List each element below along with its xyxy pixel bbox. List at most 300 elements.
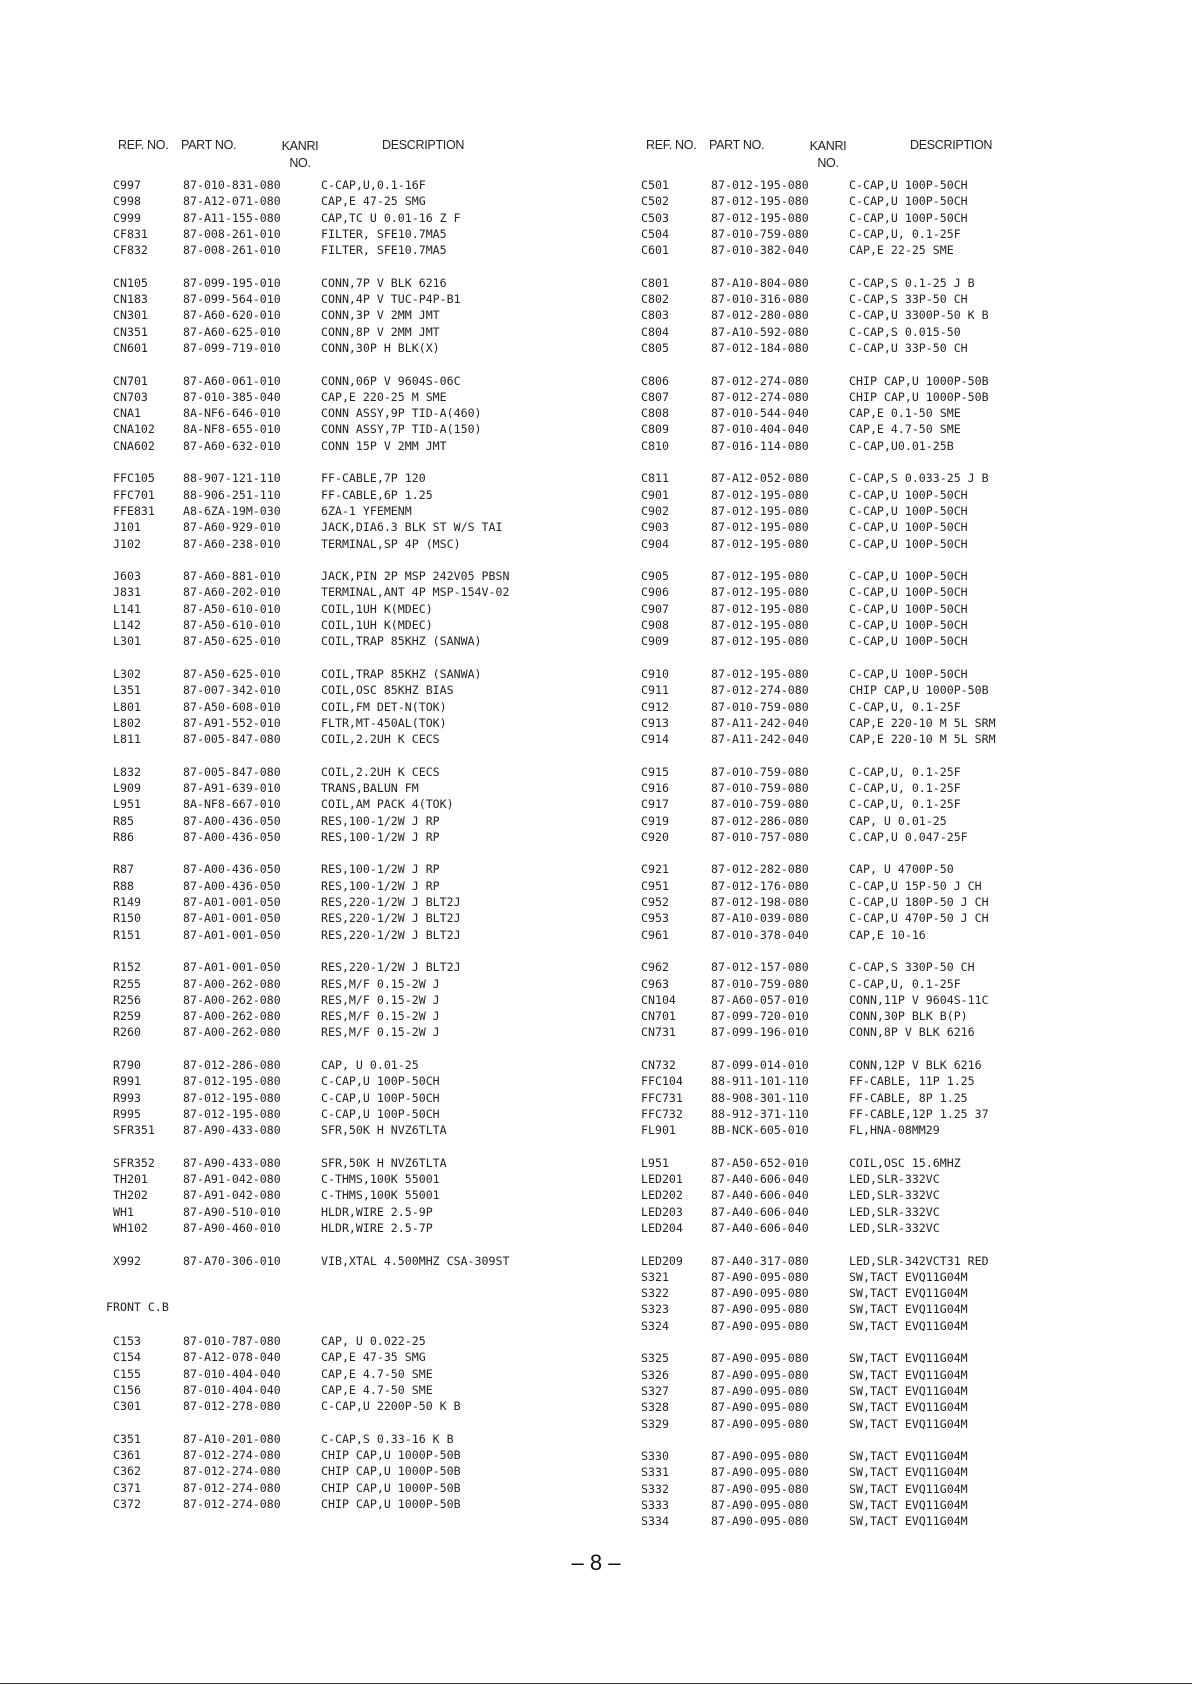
description-cell: RES,220-1/2W J BLT2J <box>321 911 461 926</box>
ref-no-cell: C915 <box>641 764 669 779</box>
description-cell: SW,TACT EVQ11G04M <box>849 1302 968 1317</box>
description-cell: HLDR,WIRE 2.5-7P <box>321 1221 433 1235</box>
ref-no-cell: S333 <box>641 1498 669 1513</box>
ref-no-cell: R88 <box>113 878 134 893</box>
ref-no-cell: TH201 <box>113 1172 148 1187</box>
part-no-cell: 87-A90-095-080 <box>711 1383 809 1398</box>
part-no-cell: 87-012-274-080 <box>711 389 809 404</box>
ref-no-cell: WH102 <box>113 1221 148 1235</box>
description-cell: FF-CABLE, 8P 1.25 <box>849 1090 968 1105</box>
ref-no-cell: C501 <box>641 178 669 192</box>
description-cell: RES,220-1/2W J BLT2J <box>321 927 461 942</box>
ref-no-cell: L951 <box>113 797 141 812</box>
ref-no-cell: S321 <box>641 1269 669 1284</box>
part-no-cell: 87-A60-061-010 <box>183 373 281 388</box>
ref-no-cell: LED209 <box>641 1253 683 1268</box>
ref-no-cell: FL901 <box>641 1123 676 1138</box>
description-cell: CAP,E 220-25 M SME <box>321 389 447 404</box>
ref-no-cell: S334 <box>641 1514 669 1529</box>
ref-no-cell: L832 <box>113 764 141 779</box>
part-no-cell: 8B-NCK-605-010 <box>711 1123 809 1138</box>
ref-no-cell: SFR351 <box>113 1123 155 1138</box>
description-cell: CONN,7P V BLK 6216 <box>321 275 447 290</box>
description-cell: C-CAP,U, 0.1-25F <box>849 780 961 795</box>
part-no-cell: 87-010-759-080 <box>711 780 809 795</box>
description-cell: CAP,E 22-25 SME <box>849 243 954 258</box>
part-no-cell: 87-012-195-080 <box>711 618 809 633</box>
part-no-cell: 87-012-195-080 <box>711 520 809 535</box>
part-no-cell: 87-012-195-080 <box>711 487 809 502</box>
description-cell: C.CAP,U 0.047-25F <box>849 829 968 844</box>
part-no-cell: 87-012-176-080 <box>711 878 809 893</box>
ref-no-cell: C504 <box>641 226 669 241</box>
description-cell: CONN ASSY,7P TID-A(150) <box>321 422 482 437</box>
ref-no-cell: FFC105 <box>113 471 155 486</box>
part-no-cell: 87-A90-460-010 <box>183 1221 281 1235</box>
part-no-cell: 87-A90-095-080 <box>711 1400 809 1415</box>
part-no-cell: 87-A10-201-080 <box>183 1431 281 1446</box>
ref-no-cell: CNA1 <box>113 406 141 421</box>
part-no-cell: 87-A11-242-040 <box>711 732 809 747</box>
part-no-cell: 87-012-195-080 <box>711 666 809 681</box>
description-cell: COIL,2.2UH K CECS <box>321 764 440 779</box>
description-cell: C-CAP,U 100P-50CH <box>849 601 968 616</box>
part-no-cell: 87-A12-052-080 <box>711 471 809 486</box>
part-no-cell: 87-A01-001-050 <box>183 895 281 910</box>
description-cell: C-CAP,S 0.015-50 <box>849 324 961 339</box>
description-cell: LED,SLR-332VC <box>849 1204 940 1219</box>
part-no-cell: 87-010-404-040 <box>183 1382 281 1397</box>
description-cell: CAP,TC U 0.01-16 Z F <box>321 210 461 225</box>
part-no-cell: 87-005-847-080 <box>183 764 281 779</box>
description-cell: FILTER, SFE10.7MA5 <box>321 226 447 241</box>
part-no-cell: 87-A90-095-080 <box>711 1449 809 1464</box>
description-cell: C-CAP,U 100P-50CH <box>849 666 968 681</box>
ref-no-cell: C809 <box>641 422 669 437</box>
ref-no-cell: R991 <box>113 1074 141 1089</box>
ref-no-cell: S323 <box>641 1302 669 1317</box>
part-no-cell: 87-012-195-080 <box>711 536 809 551</box>
ref-no-cell: CN732 <box>641 1058 676 1073</box>
part-no-cell: 87-A00-262-080 <box>183 976 281 991</box>
ref-no-cell: C921 <box>641 862 669 877</box>
description-cell: RES,220-1/2W J BLT2J <box>321 895 461 910</box>
description-cell: CAP,E 47-35 SMG <box>321 1350 426 1365</box>
page-bottom-rule <box>0 1683 1192 1684</box>
description-cell: CHIP CAP,U 1000P-50B <box>321 1448 461 1463</box>
ref-no-cell: C301 <box>113 1399 141 1414</box>
description-cell: SW,TACT EVQ11G04M <box>849 1514 968 1529</box>
ref-no-cell: CN105 <box>113 275 148 290</box>
description-cell: COIL,OSC 15.6MHZ <box>849 1155 961 1170</box>
ref-no-cell: S329 <box>641 1416 669 1431</box>
description-cell: RES,100-1/2W J RP <box>321 829 440 844</box>
description-cell: C-CAP,U 100P-50CH <box>849 585 968 600</box>
header-kanri: KANRI <box>809 139 847 153</box>
part-no-cell: 87-A60-057-010 <box>711 992 809 1007</box>
description-cell: C-CAP,U 100P-50CH <box>321 1074 440 1089</box>
description-cell: RES,M/F 0.15-2W J <box>321 992 440 1007</box>
ref-no-cell: C153 <box>113 1334 141 1348</box>
part-no-cell: 87-A60-238-010 <box>183 536 281 551</box>
left-header <box>118 138 478 174</box>
description-cell: C-CAP,U, 0.1-25F <box>849 797 961 812</box>
part-no-cell: 87-010-404-040 <box>711 422 809 437</box>
page-number: – 8 – <box>571 1550 621 1575</box>
part-no-cell: 87-010-316-080 <box>711 292 809 307</box>
description-cell: C-CAP,S 330P-50 CH <box>849 960 975 975</box>
ref-no-cell: CN601 <box>113 340 148 355</box>
description-cell: CONN 15P V 2MM JMT <box>321 438 447 453</box>
ref-no-cell: SFR352 <box>113 1155 155 1170</box>
part-no-cell: 87-A50-652-010 <box>711 1155 809 1170</box>
part-no-cell: 87-A50-610-010 <box>183 601 281 616</box>
description-cell: SW,TACT EVQ11G04M <box>849 1449 968 1464</box>
ref-no-cell: L301 <box>113 634 141 649</box>
section-title-front-cb: FRONT C.B <box>106 1300 169 1314</box>
ref-no-cell: C906 <box>641 585 669 600</box>
ref-no-cell: C503 <box>641 210 669 225</box>
part-no-cell: 87-010-759-080 <box>711 764 809 779</box>
part-no-cell: 87-A60-202-010 <box>183 585 281 600</box>
part-no-cell: 87-A91-042-080 <box>183 1188 281 1203</box>
ref-no-cell: C361 <box>113 1448 141 1463</box>
description-cell: C-CAP,U, 0.1-25F <box>849 764 961 779</box>
description-cell: C-CAP,U0.01-25B <box>849 438 954 453</box>
description-cell: C-CAP,S 0.033-25 J B <box>849 471 989 486</box>
ref-no-cell: C810 <box>641 438 669 453</box>
ref-no-cell: S332 <box>641 1481 669 1496</box>
part-no-cell: 87-012-274-080 <box>183 1464 281 1479</box>
part-no-cell: 87-012-195-080 <box>183 1106 281 1121</box>
ref-no-cell: C911 <box>641 683 669 698</box>
ref-no-cell: LED203 <box>641 1204 683 1219</box>
ref-no-cell: LED204 <box>641 1221 683 1235</box>
part-no-cell: 87-099-719-010 <box>183 340 281 355</box>
right-header <box>646 138 1006 174</box>
description-cell: FILTER, SFE10.7MA5 <box>321 243 447 258</box>
ref-no-cell: S324 <box>641 1318 669 1333</box>
ref-no-cell: C909 <box>641 634 669 649</box>
description-cell: CONN,11P V 9604S-11C <box>849 992 989 1007</box>
description-cell: C-CAP,U, 0.1-25F <box>849 976 961 991</box>
part-no-cell: 87-A90-095-080 <box>711 1367 809 1382</box>
part-no-cell: 87-A90-095-080 <box>711 1498 809 1513</box>
part-no-cell: 87-A90-095-080 <box>711 1269 809 1284</box>
header-kanri: KANRI <box>281 139 319 153</box>
part-no-cell: 87-A11-242-040 <box>711 715 809 730</box>
ref-no-cell: C155 <box>113 1366 141 1381</box>
part-no-cell: 87-010-759-080 <box>711 699 809 714</box>
part-no-cell: 87-007-342-010 <box>183 683 281 698</box>
part-no-cell: 87-A10-039-080 <box>711 911 809 926</box>
description-cell: C-CAP,U 470P-50 J CH <box>849 911 989 926</box>
part-no-cell: 87-010-759-080 <box>711 976 809 991</box>
ref-no-cell: C907 <box>641 601 669 616</box>
part-no-cell: 87-012-195-080 <box>711 178 809 192</box>
part-no-cell: 87-A50-610-010 <box>183 618 281 633</box>
ref-no-cell: C908 <box>641 618 669 633</box>
part-no-cell: 87-A01-001-050 <box>183 960 281 975</box>
ref-no-cell: C914 <box>641 732 669 747</box>
ref-no-cell: S322 <box>641 1286 669 1301</box>
description-cell: C-CAP,U, 0.1-25F <box>849 226 961 241</box>
description-cell: C-CAP,U 100P-50CH <box>321 1106 440 1121</box>
header-kanri-no: NO. <box>289 156 311 170</box>
ref-no-cell: CN183 <box>113 292 148 307</box>
part-no-cell: 8A-NF8-667-010 <box>183 797 281 812</box>
description-cell: FF-CABLE,12P 1.25 37 <box>849 1106 989 1121</box>
description-cell: CONN,8P V 2MM JMT <box>321 324 440 339</box>
description-cell: C-CAP,U 3300P-50 K B <box>849 308 989 323</box>
description-cell: CHIP CAP,U 1000P-50B <box>321 1464 461 1479</box>
ref-no-cell: R259 <box>113 1009 141 1024</box>
part-no-cell: 87-010-404-040 <box>183 1366 281 1381</box>
description-cell: C-CAP,S 0.1-25 J B <box>849 275 975 290</box>
part-no-cell: 8A-NF6-646-010 <box>183 406 281 421</box>
ref-no-cell: C913 <box>641 715 669 730</box>
part-no-cell: 87-A00-436-050 <box>183 829 281 844</box>
description-cell: COIL,TRAP 85KHZ (SANWA) <box>321 634 482 649</box>
part-no-cell: 87-005-847-080 <box>183 732 281 747</box>
ref-no-cell: L351 <box>113 683 141 698</box>
part-no-cell: 87-A00-262-080 <box>183 992 281 1007</box>
description-cell: LED,SLR-332VC <box>849 1221 940 1235</box>
part-no-cell: 87-A90-095-080 <box>711 1416 809 1431</box>
description-cell: CONN ASSY,9P TID-A(460) <box>321 406 482 421</box>
part-no-cell: 87-012-195-080 <box>711 194 809 209</box>
ref-no-cell: C811 <box>641 471 669 486</box>
description-cell: CONN,06P V 9604S-06C <box>321 373 461 388</box>
ref-no-cell: R260 <box>113 1025 141 1040</box>
description-cell: C-CAP,S 0.33-16 K B <box>321 1431 454 1446</box>
part-no-cell: 87-A40-606-040 <box>711 1188 809 1203</box>
part-no-cell: 87-A12-071-080 <box>183 194 281 209</box>
description-cell: C-CAP,U 15P-50 J CH <box>849 878 982 893</box>
description-cell: RES,100-1/2W J RP <box>321 878 440 893</box>
description-cell: C-CAP,U,0.1-16F <box>321 178 426 192</box>
part-no-cell: 87-A90-095-080 <box>711 1302 809 1317</box>
description-cell: COIL,1UH K(MDEC) <box>321 601 433 616</box>
ref-no-cell: C154 <box>113 1350 141 1365</box>
part-no-cell: 87-010-382-040 <box>711 243 809 258</box>
description-cell: RES,220-1/2W J BLT2J <box>321 960 461 975</box>
ref-no-cell: CF831 <box>113 226 148 241</box>
ref-no-cell: C804 <box>641 324 669 339</box>
ref-no-cell: CN701 <box>113 373 148 388</box>
description-cell: SFR,50K H NVZ6TLTA <box>321 1155 447 1170</box>
description-cell: VIB,XTAL 4.500MHZ CSA-309ST <box>321 1253 510 1268</box>
description-cell: CONN,8P V BLK 6216 <box>849 1025 975 1040</box>
ref-no-cell: FFC732 <box>641 1106 683 1121</box>
ref-no-cell: L909 <box>113 780 141 795</box>
description-cell: 6ZA-1 YFEMENM <box>321 503 412 518</box>
part-no-cell: 87-A50-608-010 <box>183 699 281 714</box>
part-no-cell: 87-A01-001-050 <box>183 911 281 926</box>
ref-no-cell: C372 <box>113 1496 141 1511</box>
ref-no-cell: X992 <box>113 1253 141 1268</box>
part-no-cell: 87-A60-929-010 <box>183 520 281 535</box>
ref-no-cell: S328 <box>641 1400 669 1415</box>
part-no-cell: 87-A00-262-080 <box>183 1025 281 1040</box>
ref-no-cell: FFC701 <box>113 487 155 502</box>
part-no-cell: 87-012-286-080 <box>183 1058 281 1073</box>
description-cell: CHIP CAP,U 1000P-50B <box>849 389 989 404</box>
description-cell: CHIP CAP,U 1000P-50B <box>321 1496 461 1511</box>
part-no-cell: 87-A40-606-040 <box>711 1221 809 1235</box>
ref-no-cell: C601 <box>641 243 669 258</box>
ref-no-cell: C371 <box>113 1480 141 1495</box>
part-no-cell: 87-A91-552-010 <box>183 715 281 730</box>
description-cell: C-CAP,U 100P-50CH <box>321 1090 440 1105</box>
ref-no-cell: C502 <box>641 194 669 209</box>
description-cell: TERMINAL,SP 4P (MSC) <box>321 536 461 551</box>
ref-no-cell: R790 <box>113 1058 141 1073</box>
ref-no-cell: C999 <box>113 210 141 225</box>
part-no-cell: 87-A90-095-080 <box>711 1286 809 1301</box>
ref-no-cell: L302 <box>113 666 141 681</box>
ref-no-cell: R255 <box>113 976 141 991</box>
description-cell: SW,TACT EVQ11G04M <box>849 1465 968 1480</box>
description-cell: CAP,E 47-25 SMG <box>321 194 426 209</box>
part-no-cell: 87-A40-606-040 <box>711 1172 809 1187</box>
ref-no-cell: R993 <box>113 1090 141 1105</box>
part-no-cell: 87-010-759-080 <box>711 797 809 812</box>
ref-no-cell: CNA602 <box>113 438 155 453</box>
part-no-cell: 87-099-195-010 <box>183 275 281 290</box>
description-cell: HLDR,WIRE 2.5-9P <box>321 1204 433 1219</box>
ref-no-cell: C912 <box>641 699 669 714</box>
part-no-cell: 87-012-286-080 <box>711 813 809 828</box>
ref-no-cell: C916 <box>641 780 669 795</box>
description-cell: RES,M/F 0.15-2W J <box>321 1025 440 1040</box>
ref-no-cell: R87 <box>113 862 134 877</box>
ref-no-cell: C998 <box>113 194 141 209</box>
description-cell: CAP, U 0.022-25 <box>321 1334 426 1348</box>
ref-no-cell: R152 <box>113 960 141 975</box>
part-no-cell: 87-012-274-080 <box>183 1496 281 1511</box>
ref-no-cell: L141 <box>113 601 141 616</box>
part-no-cell: 87-A50-625-010 <box>183 634 281 649</box>
ref-no-cell: C910 <box>641 666 669 681</box>
description-cell: SW,TACT EVQ11G04M <box>849 1367 968 1382</box>
ref-no-cell: S331 <box>641 1465 669 1480</box>
ref-no-cell: WH1 <box>113 1204 134 1219</box>
description-cell: C-THMS,100K 55001 <box>321 1172 440 1187</box>
ref-no-cell: TH202 <box>113 1188 148 1203</box>
description-cell: C-CAP,U 100P-50CH <box>849 536 968 551</box>
description-cell: FLTR,MT-450AL(TOK) <box>321 715 447 730</box>
description-cell: CHIP CAP,U 1000P-50B <box>321 1480 461 1495</box>
description-cell: C-CAP,U 100P-50CH <box>849 210 968 225</box>
header-ref-no: REF. NO. <box>646 138 697 152</box>
ref-no-cell: C351 <box>113 1431 141 1446</box>
part-no-cell: 87-A90-095-080 <box>711 1351 809 1366</box>
part-no-cell: 87-008-261-010 <box>183 243 281 258</box>
description-cell: COIL,AM PACK 4(TOK) <box>321 797 454 812</box>
description-cell: LED,SLR-332VC <box>849 1188 940 1203</box>
part-no-cell: 87-010-787-080 <box>183 1334 281 1348</box>
ref-no-cell: R151 <box>113 927 141 942</box>
description-cell: TRANS,BALUN FM <box>321 780 419 795</box>
description-cell: C-CAP,U 2200P-50 K B <box>321 1399 461 1414</box>
description-cell: RES,M/F 0.15-2W J <box>321 1009 440 1024</box>
part-no-cell: 87-010-757-080 <box>711 829 809 844</box>
part-no-cell: 87-012-195-080 <box>183 1074 281 1089</box>
part-no-cell: 87-012-157-080 <box>711 960 809 975</box>
description-cell: CAP, U 4700P-50 <box>849 862 954 877</box>
ref-no-cell: J101 <box>113 520 141 535</box>
ref-no-cell: C807 <box>641 389 669 404</box>
ref-no-cell: C919 <box>641 813 669 828</box>
ref-no-cell: L811 <box>113 732 141 747</box>
description-cell: C-CAP,U, 0.1-25F <box>849 699 961 714</box>
description-cell: CAP, U 0.01-25 <box>849 813 947 828</box>
description-cell: FF-CABLE,7P 120 <box>321 471 426 486</box>
ref-no-cell: CN301 <box>113 308 148 323</box>
part-no-cell: 87-099-720-010 <box>711 1009 809 1024</box>
description-cell: CAP,E 220-10 M 5L SRM <box>849 732 996 747</box>
part-no-cell: 88-908-301-110 <box>711 1090 809 1105</box>
part-no-cell: 87-A60-620-010 <box>183 308 281 323</box>
ref-no-cell: C905 <box>641 569 669 584</box>
description-cell: COIL,FM DET-N(TOK) <box>321 699 447 714</box>
ref-no-cell: C953 <box>641 911 669 926</box>
part-no-cell: 87-012-195-080 <box>711 585 809 600</box>
ref-no-cell: C806 <box>641 373 669 388</box>
description-cell: C-CAP,U 100P-50CH <box>849 503 968 518</box>
part-no-cell: 87-012-195-080 <box>711 569 809 584</box>
description-cell: CONN,4P V TUC-P4P-B1 <box>321 292 461 307</box>
ref-no-cell: FFC104 <box>641 1074 683 1089</box>
ref-no-cell: C963 <box>641 976 669 991</box>
part-no-cell: 87-A00-262-080 <box>183 1009 281 1024</box>
description-cell: C-CAP,U 100P-50CH <box>849 178 968 192</box>
description-cell: FF-CABLE, 11P 1.25 <box>849 1074 975 1089</box>
description-cell: C-CAP,U 100P-50CH <box>849 520 968 535</box>
ref-no-cell: C952 <box>641 895 669 910</box>
description-cell: CAP,E 4.7-50 SME <box>849 422 961 437</box>
part-no-cell: 87-010-831-080 <box>183 178 281 192</box>
ref-no-cell: L142 <box>113 618 141 633</box>
part-no-cell: 87-A11-155-080 <box>183 210 281 225</box>
description-cell: SW,TACT EVQ11G04M <box>849 1400 968 1415</box>
part-no-cell: 87-A60-625-010 <box>183 324 281 339</box>
ref-no-cell: CN104 <box>641 992 676 1007</box>
part-no-cell: 87-012-184-080 <box>711 340 809 355</box>
ref-no-cell: C805 <box>641 340 669 355</box>
part-no-cell: 87-012-274-080 <box>711 683 809 698</box>
ref-no-cell: C903 <box>641 520 669 535</box>
part-no-cell: 87-A90-095-080 <box>711 1514 809 1529</box>
part-no-cell: 87-A40-606-040 <box>711 1204 809 1219</box>
header-part-no: PART NO. <box>709 138 765 152</box>
part-no-cell: 87-A91-042-080 <box>183 1172 281 1187</box>
part-no-cell: 87-099-564-010 <box>183 292 281 307</box>
header-ref-no: REF. NO. <box>118 138 169 152</box>
part-no-cell: 87-A70-306-010 <box>183 1253 281 1268</box>
ref-no-cell: R256 <box>113 992 141 1007</box>
ref-no-cell: C961 <box>641 927 669 942</box>
description-cell: CAP, U 0.01-25 <box>321 1058 419 1073</box>
part-no-cell: 87-012-195-080 <box>711 503 809 518</box>
description-cell: C-CAP,U 100P-50CH <box>849 487 968 502</box>
part-no-cell: 87-012-195-080 <box>711 634 809 649</box>
ref-no-cell: CN731 <box>641 1025 676 1040</box>
part-no-cell: 87-A12-078-040 <box>183 1350 281 1365</box>
description-cell: CONN,12P V BLK 6216 <box>849 1058 982 1073</box>
part-no-cell: 87-010-759-080 <box>711 226 809 241</box>
